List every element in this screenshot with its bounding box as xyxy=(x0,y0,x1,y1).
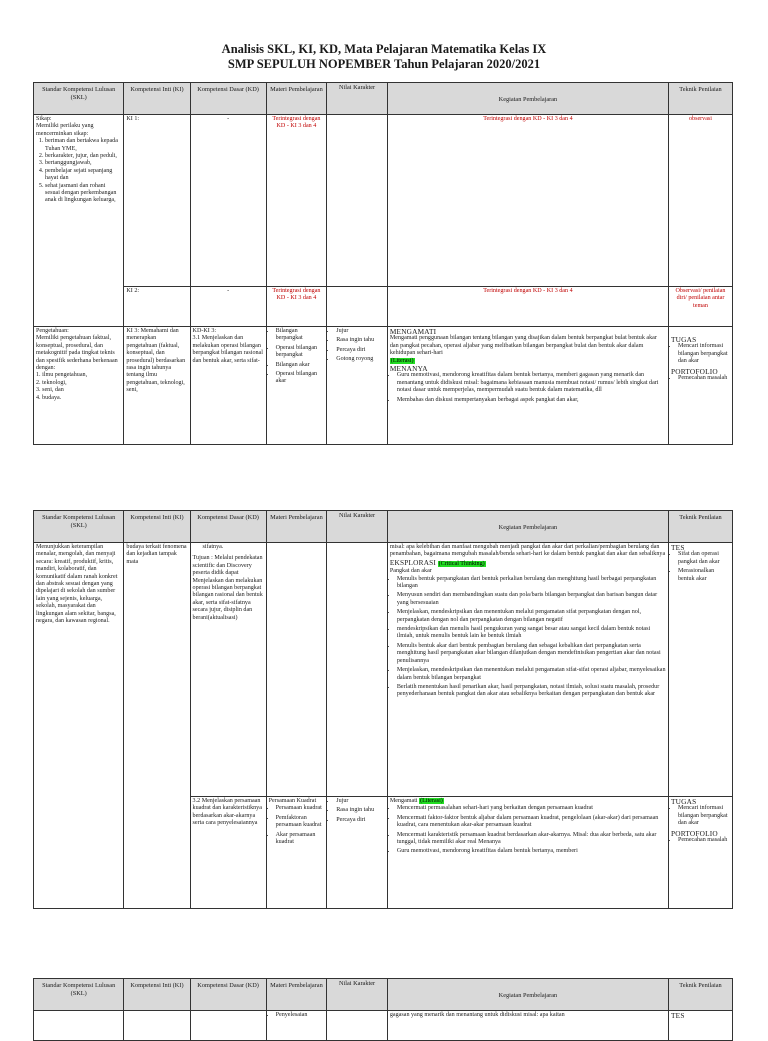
header-nilai: Nilai Karakter xyxy=(327,511,388,543)
header-ki: Kompetensi Inti (KI) xyxy=(124,83,190,115)
materi-cell: Terintegrasi dengan KD - KI 3 dan 4 xyxy=(266,115,327,287)
ki-cell: budaya terkait fenomena dan kejadian tampak mata xyxy=(124,543,190,909)
kd-cell: 3.2 Menjelaskan persamaan kuadrat dan karakteristiknya berdasarkan akar-akarnya serta cara penyelesaiannya xyxy=(190,797,266,909)
header-skl: Standar Kompetensi Lulusan (SKL) xyxy=(34,83,124,115)
nilai-cell xyxy=(327,1011,388,1041)
list-item: • Mencari informasi bilangan berpangkat dan akar xyxy=(678,343,730,365)
analysis-table-1 xyxy=(33,82,733,445)
kegiatan-text: Mengamati penggunaan bilangan tentang bilangan yang disajikan dalam bentuk berpangkat bulat bentuk akar dan pangkat pecahan, operasi aljabar yang melibatkan bilangan berpangkat bulat dan bentuk akar dalam kehidupan sehari-hari xyxy=(389,335,657,357)
nilai-list xyxy=(329,798,385,824)
kd-text: 3.1 Menjelaskan dan melakukan operasi bilangan berpangkat bilangan rasional dan bentuk akar, serta sifat- xyxy=(192,335,263,364)
list-item: • Jujur xyxy=(336,798,385,805)
materi-list xyxy=(269,805,325,846)
kegiatan-label: EKSPLORASI xyxy=(389,557,437,567)
nilai-cell xyxy=(327,543,388,797)
header-materi: Materi Pembelajaran xyxy=(266,979,327,1011)
list-item: • Menulis bentuk akar dari bentuk pembagian berulang dan sebagai kebalikan dari perpangkatan serta menghitung hasil perpangkatan akar bilangan dilanjutkan dengan mendefinisikan pengertian akar dan notasi penulisannya xyxy=(397,643,666,665)
header-skl: Standar Kompetensi Lulusan (SKL) xyxy=(34,511,124,543)
header-kegiatan: Kegiatan Pembelajaran xyxy=(387,83,668,115)
list-item: • Akar persamaan kuadrat xyxy=(276,832,325,847)
list-item: • Mencari informasi bilangan berpangkat dan akar xyxy=(678,805,730,827)
header-kd: Kompetensi Dasar (KD) xyxy=(190,83,266,115)
header-teknik: Teknik Penilaian xyxy=(669,979,733,1011)
skl-pengetahuan-cell xyxy=(34,327,124,445)
critical-thinking-badge: (Critical Thinking) xyxy=(438,560,485,567)
nilai-list xyxy=(329,328,385,364)
kegiatan-list xyxy=(390,576,666,699)
teknik-list xyxy=(671,551,730,583)
list-item: • Mencermati faktor-faktor bentuk aljabar dalam persamaan kuadrat, pengelolaan (akar-akar) dari persamaan kuadrat, cara menentukan akar-akar persamaan kuadrat xyxy=(397,815,666,830)
materi-cell: Terintegrasi dengan KD - KI 3 dan 4 xyxy=(266,287,327,327)
list-item: • Berlatih menentukan hasil penarikan akar, hasil perpangkatan, notasi ilmiah, solusi suatu masalah, prosedur penyederhanaan bentuk pangkat dan akar atau sebaliknya berkaitan dengan perpangkatan dan bentuk akar xyxy=(397,684,666,699)
kegiatan-cell xyxy=(387,797,668,909)
teknik-label: PORTOFOLIO xyxy=(671,828,718,838)
kd-heading: KD-KI 3: xyxy=(192,328,217,334)
header-materi: Materi Pembelajaran xyxy=(266,83,327,115)
teknik-label: TUGAS xyxy=(671,335,697,344)
ki-cell xyxy=(124,1011,190,1041)
kegiatan-cell xyxy=(387,327,668,445)
list-item: • mendeskripsikan dan menulis hasil pengukuran yang sangat besar atau sangat kecil dalam bentuk notasi ilmiah, untuk menulis bentuk lain ke bentuk ilmiah xyxy=(397,626,666,641)
list-item: • Rasa ingin tahu xyxy=(336,337,385,344)
header-kegiatan: Kegiatan Pembelajaran xyxy=(387,511,668,543)
list-item: • Mencermati karakteristik persamaan kuadrat berdasarkan akar-akarnya. Misal: dua akar berbeda, satu akar tunggal, tidak memiliki akar real Menanya xyxy=(397,832,666,847)
teknik-list xyxy=(671,375,730,382)
header-materi: Materi Pembelajaran xyxy=(266,511,327,543)
list-item: • Penyelesaian xyxy=(276,1012,325,1019)
header-kd: Kompetensi Dasar (KD) xyxy=(190,979,266,1011)
list-item: • Menjelaskan, mendeskripsikan dan menentukan melalui pengamatan sifat perpangkatan dengan nol, perpangkatan dengan nol dan perpangkatan dengan bilangan negatif xyxy=(397,609,666,624)
kd-text: sifatnya. xyxy=(202,544,224,550)
header-kegiatan: Kegiatan Pembelajaran xyxy=(387,979,668,1011)
list-item: 5. sehat jasmani dan rohani sesuai dengan perkembangan anak di lingkungan keluarga, xyxy=(45,183,121,205)
list-item: • Bilangan akar xyxy=(276,362,325,369)
list-item: • Operasi bilangan berpangkat xyxy=(276,345,325,360)
header-nilai: Nilai Karakter xyxy=(327,83,388,115)
list-item: • Menulis bentuk perpangkatan dari bentuk perkalian berulang dan menghitung hasil berbagai perpangkatan bilangan xyxy=(397,576,666,591)
list-item: 4. pembelajar sejati sepanjang hayat dan xyxy=(45,168,121,183)
skl-heading: Sikap: xyxy=(36,116,52,122)
header-nilai: Nilai Karakter xyxy=(327,979,388,1011)
table-row xyxy=(34,543,733,797)
skl-cell: Menunjukkan keterampilan menalar, mengolah, dan menyaji secara: kreatif, produktif, kritis, mandiri, kolaboratif, dan komunikatif dalam ranah konkret dan abstrak sesuai dengan yang dipelajari di sekolah dan sumber lain yang sejenis, keluarga, sekolah, masyarakat dan lingkungan alam sekitar, bangsa, negara, dan kawasan regional. xyxy=(34,543,124,909)
document-subtitle: SMP SEPULUH NOPEMBER Tahun Pelajaran 2020/2021 xyxy=(227,57,541,71)
teknik-cell xyxy=(669,327,733,445)
teknik-label: TUGAS xyxy=(671,797,697,806)
skl-sikap-cell xyxy=(34,115,124,327)
table-row xyxy=(34,115,733,287)
skl-intro: Memiliki perilaku yang mencerminkan sikap: xyxy=(36,123,94,137)
skl-heading: Pengetahuan: xyxy=(36,328,69,334)
materi-list xyxy=(269,328,325,386)
materi-cell xyxy=(266,327,327,445)
list-item: 1. ilmu pengetahuan, xyxy=(36,372,88,379)
kegiatan-list xyxy=(390,372,666,404)
table-row xyxy=(34,327,733,445)
header-teknik: Teknik Penilaian xyxy=(669,83,733,115)
list-item: • Persamaan kuadrat xyxy=(276,805,325,812)
kd-cell xyxy=(190,1011,266,1041)
kd-tujuan: Tujuan : Melalui pendekatan scientific dan Discovery peserta didik dapat Menjelaskan dan melakukan operasi bilangan berpangkat bilangan rasional dan bentuk akar, serta sifat-sifatnya secara jujur, disiplin dan berani(aktualisasi) xyxy=(192,555,263,621)
list-item: 3. bertanggungjawab, xyxy=(45,160,121,167)
list-item: 1. beriman dan bertakwa kepada Tuhan YME, xyxy=(45,138,121,153)
document-title: Analisis SKL, KI, KD, Mata Pelajaran Matematika Kelas IX xyxy=(221,42,547,56)
table-row xyxy=(34,1011,733,1041)
header-ki: Kompetensi Inti (KI) xyxy=(124,511,190,543)
header-kd: Kompetensi Dasar (KD) xyxy=(190,511,266,543)
nilai-cell xyxy=(327,115,388,287)
table-header-row xyxy=(34,83,733,115)
kegiatan-label: MENANYA xyxy=(389,364,428,374)
teknik-cell xyxy=(669,797,733,909)
kd-cell xyxy=(190,327,266,445)
analysis-table-3 xyxy=(33,978,733,1041)
list-item: • Sifat dan operasi pangkat dan akar xyxy=(678,551,730,566)
materi-cell xyxy=(266,797,327,909)
skl-intro: Memiliki pengetahuan faktual, konseptual, prosedural, dan metakognitif pada tingkat teknis dan spesifik sederhana berkenaan dengan: xyxy=(36,335,118,372)
materi-cell xyxy=(266,543,327,797)
materi-cell xyxy=(266,1011,327,1041)
skl-list xyxy=(36,138,121,205)
literasi-badge: (Literasi) xyxy=(390,357,414,364)
kegiatan-label: Mengamati xyxy=(389,798,418,804)
header-teknik: Teknik Penilaian xyxy=(669,511,733,543)
list-item: • Guru memotivasi, mendorong kreatifitas dalam bentuk bertanya, memberi xyxy=(397,848,666,855)
list-item: • Jujur xyxy=(336,328,385,335)
list-item: • Pemfaktoran persamaan kuadrat xyxy=(276,815,325,830)
kegiatan-list xyxy=(390,805,666,855)
list-item: • Percaya diri xyxy=(336,347,385,354)
literasi-badge: (Literasi) xyxy=(420,798,443,804)
teknik-label: PORTOFOLIO xyxy=(671,366,718,376)
teknik-label: TES xyxy=(671,543,685,552)
nilai-cell xyxy=(327,797,388,909)
nilai-cell xyxy=(327,287,388,327)
list-item: • Menjelaskan, mendeskripsikan dan menentukan melalui pengamatan sifat-sifat operasi aljabar, menyelesaikan dalam bentuk bilangan berpangkat xyxy=(397,667,666,682)
list-item: 2. berkarakter, jujur, dan peduli, xyxy=(45,153,121,160)
list-item: • Gotong royong xyxy=(336,356,385,363)
list-item: • Bilangan berpangkat xyxy=(276,328,325,343)
materi-title: Persamaan Kuadrat xyxy=(268,798,317,804)
ki-cell: KI 2: xyxy=(124,287,190,327)
analysis-table-2 xyxy=(33,510,733,909)
table-header-row xyxy=(34,979,733,1011)
kegiatan-text: misal: apa kelebihan dan manfaat mengubah menjadi pangkat dan akar dari perkalian/pembagian berulang dan penambahan, bagaimana mengubah masalah/benda sehari-hari ke dalam bentuk pangkat dan akar dan sebaliknya xyxy=(389,544,666,558)
header-ki: Kompetensi Inti (KI) xyxy=(124,979,190,1011)
teknik-list xyxy=(671,805,730,827)
kegiatan-cell: gagasan yang menarik dan menantang untuk didiskusi misal: apa kaitan xyxy=(387,1011,668,1041)
kd-cell: - xyxy=(190,287,266,327)
teknik-cell: TES xyxy=(669,1011,733,1041)
kegiatan-cell: Terintegrasi dengan KD - KI 3 dan 4 xyxy=(387,287,668,327)
nilai-cell xyxy=(327,327,388,445)
list-item: • Membahas dan diskusi mempertanyakan berbagai aspek pangkat dan akar, xyxy=(397,397,666,404)
list-item: • Operasi bilangan akar xyxy=(276,371,325,386)
teknik-cell: observasi xyxy=(669,115,733,287)
header-skl: Standar Kompetensi Lulusan (SKL) xyxy=(34,979,124,1011)
list-item: 3. seni, dan xyxy=(36,387,64,394)
list-item: 2. teknologi, xyxy=(36,379,67,386)
kd-cell xyxy=(190,543,266,797)
list-item: • Guru memotivasi, mendorong kreatifitas dalam bentuk bertanya, memberi gagasan yang menarik dan menantang untuk didiskusi misal: bagaimana kebiasaan manusia membuat notasi/ rumus/ lebih singkat dari notasi dasar untuk memperjelas, mempermudah suatu bentuk dalam matematika, dll xyxy=(397,372,666,394)
list-item: • Pemecahan masalah xyxy=(678,375,730,382)
list-item: • Percaya diri xyxy=(336,817,385,824)
kegiatan-cell: Terintegrasi dengan KD - KI 3 dan 4 xyxy=(387,115,668,287)
teknik-cell xyxy=(669,543,733,797)
kegiatan-subheading: Pangkat dan akar xyxy=(389,568,432,575)
list-item: • Rasa ingin tahu xyxy=(336,807,385,814)
teknik-cell: Observasi/ penilaian diri/ penilaian antar teman xyxy=(669,287,733,327)
ki-cell: KI 3: Memahami dan menerapkan pengetahuan (faktual, konseptual, dan prosedural) berdasarkan rasa ingin tahunya tentang ilmu pengetahuan, teknologi, seni, xyxy=(124,327,190,445)
list-item: • Merasionalkan bentuk akar xyxy=(678,568,730,583)
list-item: • Menyusun sendiri dan membandingkan suatu dan pola/baris bilangan berpangkat dan barisan bangun datar yang bersesuaian xyxy=(397,592,666,607)
list-item: 4. budaya. xyxy=(36,394,62,401)
kegiatan-label: MENGAMATI xyxy=(389,327,437,336)
list-item: • Mencermati permasalahan sehari-hari yang berkaitan dengan persamaan kuadrat xyxy=(397,805,666,812)
table-header-row xyxy=(34,511,733,543)
kegiatan-cell xyxy=(387,543,668,797)
list-item: • Pemecahan masalah xyxy=(678,837,730,844)
table-row xyxy=(34,287,733,327)
kd-cell: - xyxy=(190,115,266,287)
ki-cell: KI 1: xyxy=(124,115,190,287)
teknik-list xyxy=(671,343,730,365)
teknik-list xyxy=(671,837,730,844)
materi-list xyxy=(269,1012,325,1019)
skl-cell xyxy=(34,1011,124,1041)
